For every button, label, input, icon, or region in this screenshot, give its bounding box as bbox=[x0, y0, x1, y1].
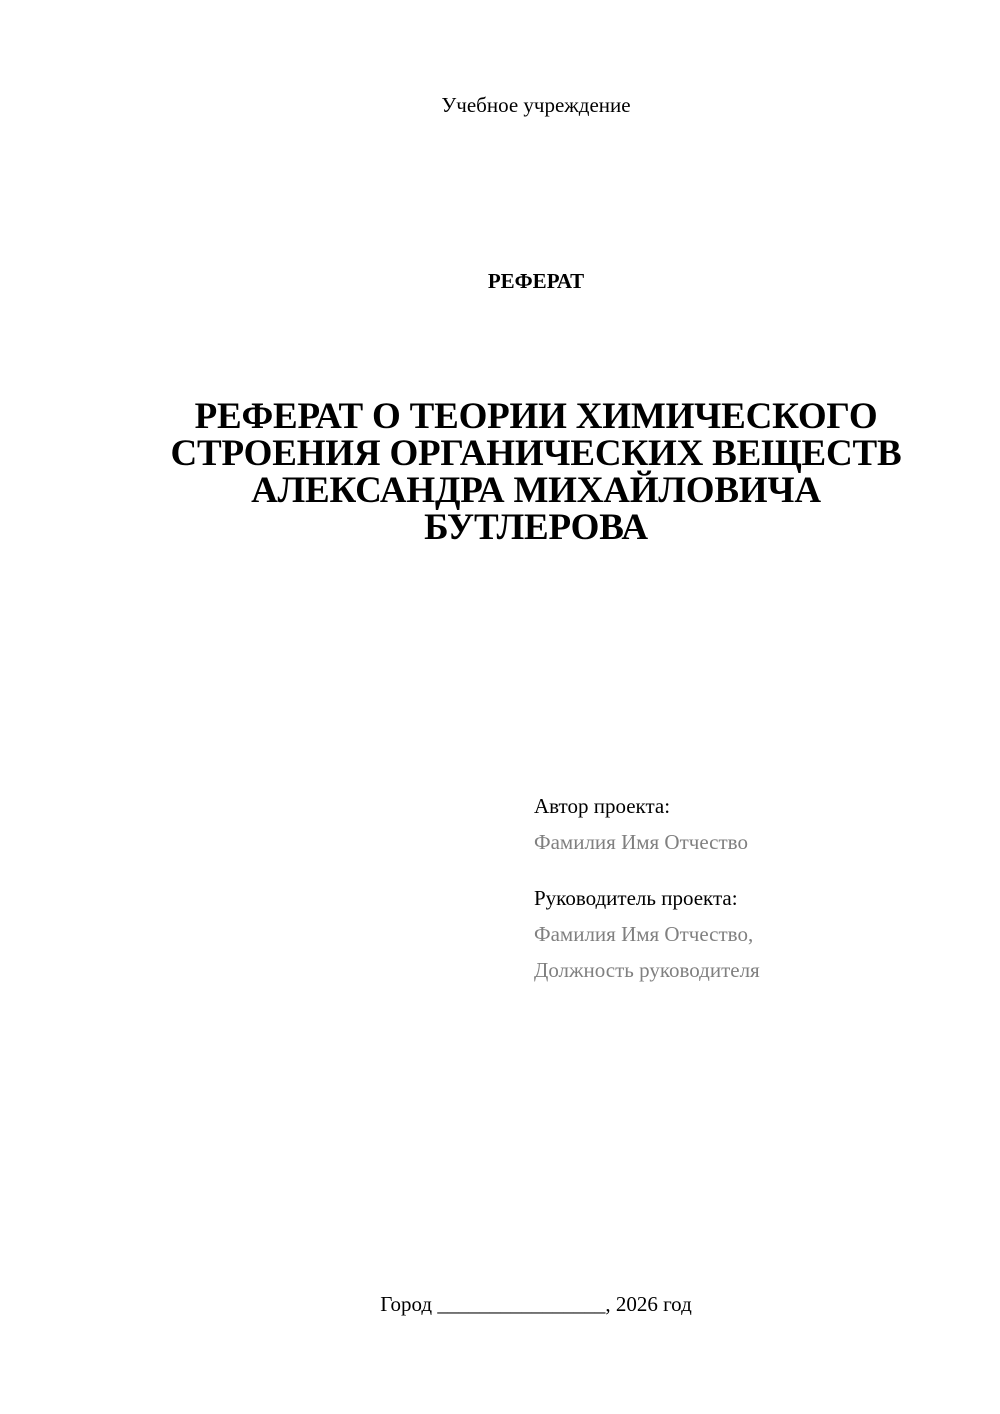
title-line: БУТЛЕРОВА bbox=[424, 507, 648, 548]
institution-name: Учебное учреждение bbox=[441, 93, 631, 117]
city-year-line: Город ________________, 2026 год bbox=[380, 1292, 692, 1316]
supervisor-name: Фамилия Имя Отчество, bbox=[534, 922, 754, 946]
supervisor-label: Руководитель проекта: bbox=[534, 886, 738, 910]
title-line: АЛЕКСАНДРА МИХАЙЛОВИЧА bbox=[251, 470, 821, 511]
supervisor-section bbox=[534, 880, 974, 988]
author-label: Автор проекта: bbox=[534, 794, 671, 818]
author-section bbox=[534, 788, 974, 860]
title-line: СТРОЕНИЯ ОРГАНИЧЕСКИХ ВЕЩЕСТВ bbox=[170, 433, 902, 474]
author-name: Фамилия Имя Отчество bbox=[534, 830, 748, 854]
document-type: РЕФЕРАТ bbox=[487, 269, 585, 293]
credits-block bbox=[534, 788, 974, 988]
supervisor-position: Должность руководителя bbox=[534, 958, 760, 982]
title-line: РЕФЕРАТ О ТЕОРИИ ХИМИЧЕСКОГО bbox=[194, 396, 878, 437]
document-title bbox=[100, 398, 972, 546]
